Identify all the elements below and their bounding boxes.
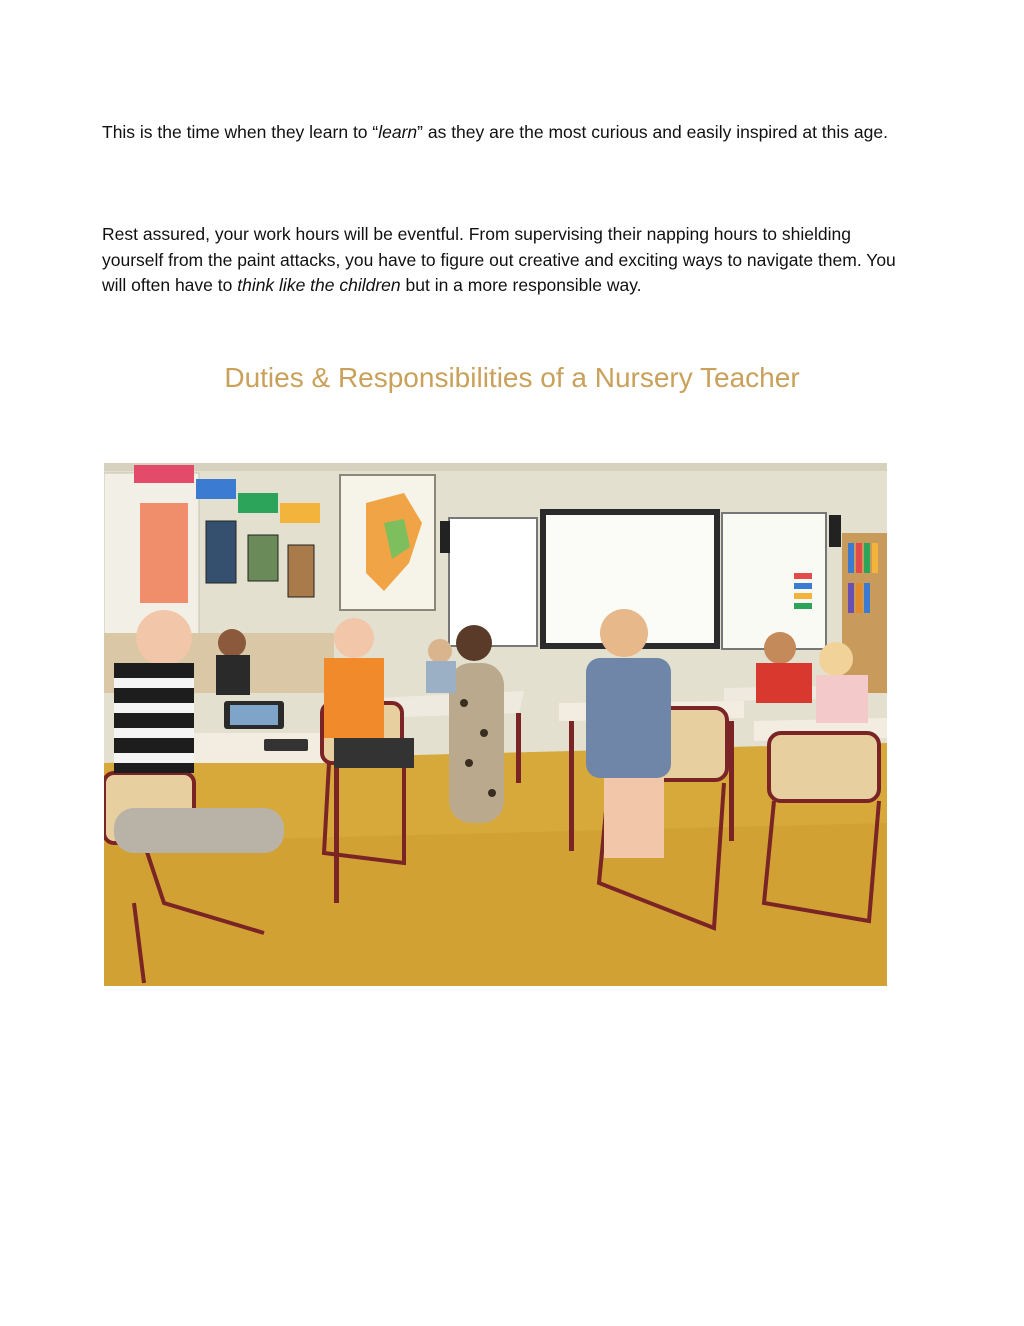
paragraph-2-text-start: Rest assured, your work hours will be eventful. From supervising their napping hours to shielding yourself from the paint attacks, you have to figure out creative and exciting ways to navigate them. You will often have to bbox=[102, 224, 896, 295]
paragraph-1-text-start: This is the time when they learn to “ bbox=[102, 122, 379, 142]
classroom-illustration bbox=[104, 463, 887, 986]
paragraph-1-emphasis: learn bbox=[378, 122, 418, 142]
wall-picture-3 bbox=[288, 545, 314, 597]
paragraph-2-emphasis: think like the children bbox=[237, 275, 401, 295]
ceiling-edge bbox=[104, 463, 887, 471]
right-speaker bbox=[829, 515, 841, 547]
wall-picture-2 bbox=[248, 535, 278, 581]
section-heading: Duties & Responsibilities of a Nursery Teacher bbox=[224, 362, 800, 393]
orange-poster bbox=[140, 503, 188, 603]
left-speaker bbox=[440, 521, 450, 553]
wall-picture-1 bbox=[206, 521, 236, 583]
classroom-photo bbox=[104, 463, 887, 986]
right-whiteboard bbox=[722, 513, 826, 649]
paragraph-learning-age bbox=[102, 120, 902, 146]
tablet-1-screen bbox=[230, 705, 278, 725]
paragraph-1-text-end: ” as they are the most curious and easily inspired at this age. bbox=[417, 122, 888, 142]
left-whiteboard bbox=[449, 518, 537, 646]
paragraph-2-text-end: but in a more responsible way. bbox=[400, 275, 642, 295]
paragraph-work-hours bbox=[102, 222, 902, 299]
tablet-2 bbox=[264, 739, 308, 751]
